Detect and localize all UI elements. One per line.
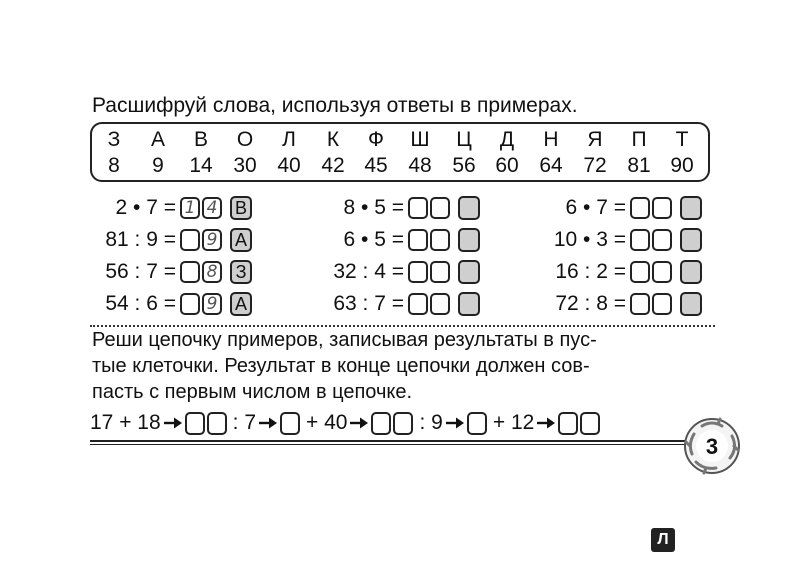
key-column	[575, 127, 615, 179]
key-column	[619, 127, 659, 179]
chain-row	[90, 409, 600, 437]
key-number: 56	[452, 154, 476, 177]
key-number: 8	[108, 154, 120, 177]
key-letter: Я	[587, 128, 603, 151]
key-letter: Т	[675, 128, 689, 151]
key-letter: Ф	[368, 128, 384, 151]
key-column	[662, 127, 702, 179]
key-number: 14	[189, 154, 213, 177]
key-column	[225, 127, 265, 179]
equation-row	[308, 258, 480, 286]
equation-row	[308, 226, 480, 254]
decoded-letter-cell[interactable]	[458, 196, 480, 220]
answer-digit-cell[interactable]	[430, 261, 450, 283]
publisher-logo: Л	[651, 528, 675, 552]
answer-digit-cell[interactable]	[430, 229, 450, 251]
answer-digit-cell[interactable]: 1	[180, 197, 200, 219]
equation-expression: 63 : 7 =	[333, 292, 404, 315]
decoded-letter-cell[interactable]	[680, 260, 702, 284]
arrow-icon	[258, 416, 278, 430]
bottom-rule-thin	[90, 444, 688, 445]
answer-cell[interactable]	[280, 412, 300, 435]
answer-digit-cell[interactable]	[408, 261, 428, 283]
answer-cell[interactable]	[580, 412, 600, 435]
equation-expression: 56 : 7 =	[105, 260, 176, 283]
page-number: 3	[705, 434, 719, 459]
equation-expression: 81 : 9 =	[105, 228, 176, 251]
answer-cell[interactable]	[558, 412, 578, 435]
decoded-letter-cell[interactable]	[680, 196, 702, 220]
answer-cell[interactable]	[467, 412, 487, 435]
answer-cell[interactable]	[185, 412, 205, 435]
key-letter: В	[193, 128, 208, 151]
key-letter: З	[107, 128, 121, 151]
equation-expression: 54 : 6 =	[105, 292, 176, 315]
answer-digit-cell[interactable]: 9	[202, 229, 222, 251]
equation-row	[530, 258, 702, 286]
answer-digit-cell[interactable]: 8	[202, 261, 222, 283]
arrow-icon	[536, 416, 556, 430]
decoded-letter-cell[interactable]	[680, 292, 702, 316]
key-column	[444, 127, 484, 179]
equation-row	[80, 258, 252, 286]
key-letter: П	[631, 128, 647, 151]
arrow-icon	[445, 416, 465, 430]
answer-cell[interactable]	[371, 412, 391, 435]
key-letter: Ц	[456, 128, 472, 151]
equation-row	[530, 290, 702, 318]
decoded-letter-cell[interactable]	[680, 228, 702, 252]
equation-expression: 72 : 8 =	[555, 292, 626, 315]
key-column	[356, 127, 396, 179]
key-column	[269, 127, 309, 179]
arrow-icon	[349, 416, 369, 430]
decoded-letter-cell[interactable]: А	[230, 292, 252, 316]
chain-op4: + 12	[492, 411, 535, 434]
answer-digit-cell[interactable]	[408, 197, 428, 219]
equation-expression: 32 : 4 =	[333, 260, 404, 283]
answer-digit-cell[interactable]	[408, 229, 428, 251]
equation-row	[308, 194, 480, 222]
equation-row	[308, 290, 480, 318]
key-column	[138, 127, 178, 179]
answer-digit-cell[interactable]	[630, 229, 650, 251]
chain-op1: : 7	[232, 411, 257, 434]
answer-cell[interactable]	[393, 412, 413, 435]
key-column	[487, 127, 527, 179]
equation-expression: 6 • 7 =	[565, 196, 626, 219]
equation-expression: 16 : 2 =	[555, 260, 626, 283]
decoded-letter-cell[interactable]: В	[230, 196, 252, 220]
answer-digit-cell[interactable]: 4	[202, 197, 222, 219]
answer-digit-cell[interactable]	[180, 293, 200, 315]
key-number: 81	[627, 154, 651, 177]
decoded-letter-cell[interactable]	[458, 292, 480, 316]
key-number: 30	[233, 154, 257, 177]
answer-digit-cell[interactable]	[180, 229, 200, 251]
key-column	[531, 127, 571, 179]
key-number: 72	[583, 154, 607, 177]
arrow-icon	[163, 416, 183, 430]
bottom-rule	[90, 440, 688, 442]
answer-digit-cell[interactable]	[180, 261, 200, 283]
answer-digit-cell[interactable]	[430, 197, 450, 219]
answer-digit-cell[interactable]	[652, 293, 672, 315]
key-number: 45	[364, 154, 388, 177]
key-column	[400, 127, 440, 179]
key-letter: Д	[499, 128, 515, 151]
equation-expression: 2 • 7 =	[115, 196, 176, 219]
key-letter: Л	[282, 128, 296, 151]
key-letter: К	[326, 128, 340, 151]
equation-row	[80, 226, 252, 254]
answer-digit-cell[interactable]	[408, 293, 428, 315]
chain-op2: + 40	[306, 411, 348, 434]
chain-start: 17 + 18	[90, 411, 161, 434]
key-letter: Ш	[410, 128, 430, 151]
key-letter: О	[236, 128, 254, 151]
cipher-key-table	[90, 122, 710, 182]
key-number: 90	[670, 154, 694, 177]
task2-instruction-line2: тые клеточки. Результат в конце цепочки должен сов-	[92, 355, 590, 377]
key-number: 42	[321, 154, 345, 177]
key-number: 9	[152, 154, 164, 177]
equation-expression: 6 • 5 =	[343, 228, 404, 251]
equation-expression: 10 • 3 =	[553, 228, 626, 251]
key-column	[94, 127, 134, 179]
chain-op3: : 9	[419, 411, 443, 434]
answer-digit-cell[interactable]: 9	[202, 293, 222, 315]
key-letter: Н	[543, 128, 559, 151]
equation-row	[530, 194, 702, 222]
equation-row	[80, 290, 252, 318]
task2-instruction-line1: Реши цепочку примеров, записывая результаты в пус-	[92, 329, 597, 351]
key-column	[181, 127, 221, 179]
decoded-letter-cell[interactable]	[458, 260, 480, 284]
task2-instruction-line3: пасть с первым числом в цепочке.	[92, 381, 413, 403]
key-number: 40	[277, 154, 301, 177]
equation-row	[80, 194, 252, 222]
answer-digit-cell[interactable]	[652, 261, 672, 283]
answer-cell[interactable]	[207, 412, 227, 435]
answer-digit-cell[interactable]	[652, 197, 672, 219]
answer-digit-cell[interactable]	[430, 293, 450, 315]
key-column	[313, 127, 353, 179]
key-number: 60	[495, 154, 519, 177]
key-number: 48	[408, 154, 432, 177]
answer-digit-cell[interactable]	[630, 197, 650, 219]
key-number: 64	[539, 154, 563, 177]
answer-digit-cell[interactable]	[630, 261, 650, 283]
answer-digit-cell[interactable]	[630, 293, 650, 315]
page-number-badge	[682, 416, 742, 476]
equation-row	[530, 226, 702, 254]
task1-instruction: Расшифруй слова, используя ответы в примерах.	[92, 94, 578, 117]
key-letter: А	[150, 128, 165, 151]
equation-expression: 8 • 5 =	[343, 196, 404, 219]
decoded-letter-cell[interactable]: А	[230, 228, 252, 252]
answer-digit-cell[interactable]	[652, 229, 672, 251]
decoded-letter-cell[interactable]	[458, 228, 480, 252]
decoded-letter-cell[interactable]: З	[230, 260, 252, 284]
